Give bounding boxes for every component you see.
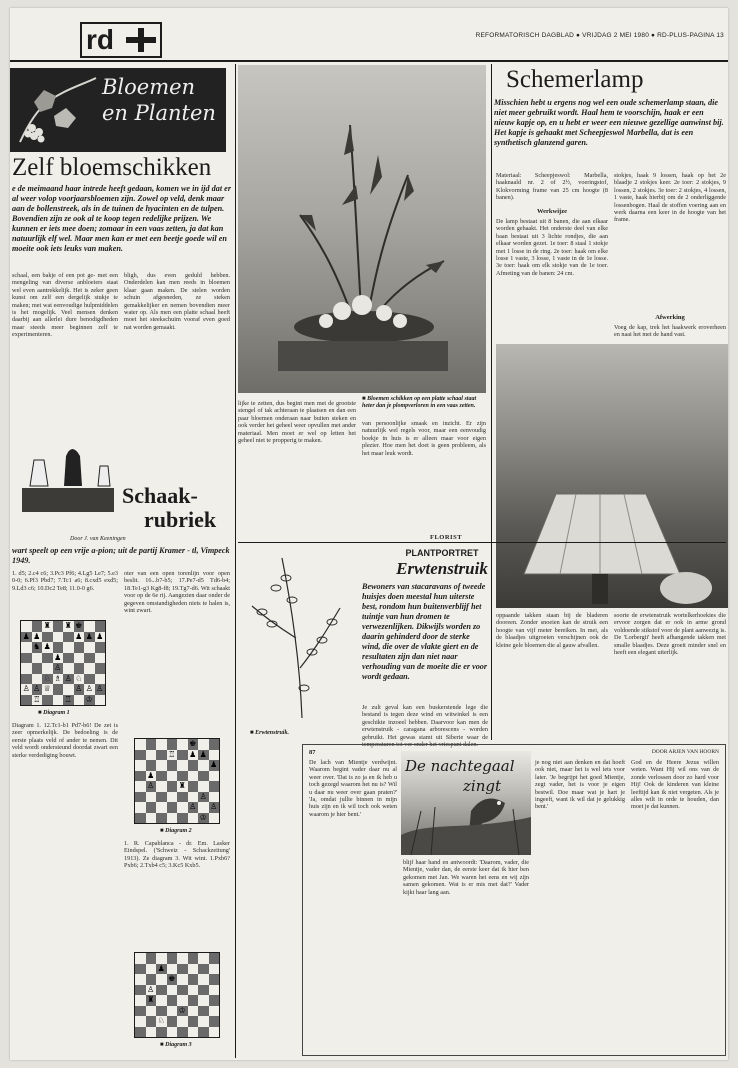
diagram-1-caption: ■ Diagram 1 — [38, 710, 70, 716]
serial-column-a: De lach van Mientje verdwijnt. Waarom begint vader daar nu al weer over. 'Dat is zo ja en ik heb u toch gezegd waarom het nu is? Wil u daar nu weer over gaan praten?' 'Ja, omdat jullie binnen in mijn huis zijn en ik wil toch ook weten waarom je hier bent.' — [309, 759, 397, 818]
caption-text: Bloemen schikken op een platte schaal staat heter dan je plompverloren in een vaas zetten. — [362, 396, 477, 409]
lamp-column-a: De lamp bestaat uit 8 banen, die aan elkaar worden gehaakt. Het onderste deel van elke baan bestaat uit 3 lichte rondjes, die aan elkaar worden gezet. 1e toer: 8 staal 1 stokje met 1 losse in de ring. 2e toer: haak om elke losse 1 vaste, 3 losse, 1 vaste in de 1e losse. 3e toer: haak om elk stokje van de 1e toer. Afmeting van de banen: 24 cm. — [496, 218, 608, 277]
chess-heading-b: rubriek — [144, 507, 217, 532]
chess-moves: 1. d5; 2.c4 c6; 3.Pc3 Pf6; 4.Lg5 Le7; 5.e3 0-0; 6.Pf3 Pbd7; 7.Tc1 a6; 8.cxd5 exd5; 9.Ld3 c6; 10.Dc2 Te8; 11.0-0 g6. — [12, 570, 118, 592]
lamp-photo — [496, 344, 728, 608]
plant-caption-text: Erwtenstruik. — [255, 730, 289, 736]
flowers-banner — [10, 68, 226, 152]
newspaper-page — [10, 8, 728, 1060]
nightingale-illustration — [401, 751, 531, 855]
chess-diagram-1: ♜ ♜ ♚ ♟ ♟ ♟ ♟ ♟ ♞ ♟ ♟ ♙ ♘ ♗ ♙ ♘ ♙ ♙ ♕ ♙ ♙ ♙ ♖ ♖ ♔ — [20, 620, 106, 706]
chess-diagram-3: ♟ ♚ ♙ ♜ ♔ ♘ — [134, 952, 220, 1038]
lamp-materials: Materiaal: Scheepjeswol: Marbella, haaknaald nr. 2 of 2½, voeringstof, Klokvorming frame van 25 cm hoogte (8 banen). — [496, 172, 608, 202]
diagram-2-caption: ■ Diagram 2 — [160, 828, 192, 834]
diagram-1-label: Diagram 1 — [43, 710, 70, 716]
logo-text: rd — [86, 24, 114, 55]
flower-arrangement-photo — [238, 65, 486, 393]
flowers-column-2: bligh, dus even geduld hebben. Onderdelen kan men reeds in bloemen klaar gaan maken. De stelen worden schuin afgesneden, ze steken gemakkelijker en nemen bovendien meer water op. Als men een platte schaal heeft moet het steekschuim vooraf even goed nat worden gemaakt. — [124, 272, 230, 331]
flowers-column-3: lijke te zetten, dus begint men met de grootste stengel of tak achteraan te plaatsen en dan een paar bloemen onderaan naar buiten steken en ook verder het geheel weer opvullen met ander materiaal. Men moet er wel op letten het geheel niet te propperig te maken. — [238, 400, 356, 445]
serial-column-b: blijf haar hand en antwoordt: 'Daarom, vader, die Mientje, vader dan, de eerste keer dat ik hier ben gekomen met Jan. We waren het eens en wij zijn samen gekomen. Wat is er mis met dat?' Vader kijkt haar lang aan. — [403, 859, 529, 896]
plant-caption: ■ Erwtenstruik. — [250, 730, 289, 736]
plant-column-c: soorte de erwtenstruik wortelkerhoekies die ervoor zorgen dat er ook in arme grond voldoende stikstof voor de plant aanwezig is. De 'Lorbergii' heeft afhangende takken met smalle blaadjes. Deze groeit minder snel en heeft een elegant uiterlijk. — [614, 612, 726, 657]
lamp-finish-text: Voeg de kap, trek het haakwerk eroverheen en naai het met de hand vast. — [614, 324, 726, 339]
plant-kicker: PLANTPORTRET — [405, 548, 479, 558]
grapevine-illustration — [14, 72, 100, 148]
chess-text-c: 1. R. Capablanca - dr. Em. Lasker Eindspel. ('Schweiz - Schackzeitung' 1913). Ze diagram 3. Wit wint. 1.Pxb6? Pxb6; 2.Txb4 c5; 3.Kc5 Kxb5. — [124, 840, 230, 870]
serial-number: 87 — [309, 749, 316, 756]
flowers-headline: Zelf bloemschikken — [12, 154, 212, 181]
diagram-3-label: Diagram 3 — [165, 1042, 192, 1048]
plant-headline: Erwtenstruik — [396, 559, 488, 578]
running-head: REFORMATORISCH DAGBLAD ● VRIJDAG 2 MEI 1980 ● RD-PLUS-PAGINA 13 — [475, 32, 724, 39]
flowers-photo-caption: ■ Bloemen schikken op een platte schaal staat heter dan je plompverloren in een vaas zetten. — [362, 396, 477, 409]
chess-heading-a: Schaak- — [122, 483, 198, 508]
section-rule — [238, 542, 726, 543]
lamp-finish-heading: Afwerking — [655, 314, 685, 321]
lamp-headline: Schemerlamp — [506, 66, 644, 93]
diagram-3-caption: ■ Diagram 3 — [160, 1042, 192, 1048]
plant-intro: Bewoners van stacaravans of tweede huisjes doen meestal hun uiterste best, rondom hun buitenverblijf het tuintje van hun dromen te verwezenlijken. Dikwijls worden zo daarin gehinderd door de sterke wind, die over de vlakte giert en de resultaten zijn dan niet naar verhouding van de moeite die er voor wordt gedaan. — [362, 582, 488, 681]
lamp-work-heading: Werkwijze — [537, 208, 567, 215]
chess-text-b: oter van een open torenlijn voor open beslit. 16...b7-b5; 17.Pe7-d5 Td6-b4; 18.Te1-g3 Kg8-f8; 19.Tg7-d6. Wit schaakt voor op de 6e rij. Aangezien daar onder de gegeven omstandigheden niets te halen is, wint zwart. — [124, 570, 230, 615]
diagram-2-label: Diagram 2 — [165, 828, 192, 834]
chess-byline: Door J. van Keeningen — [70, 536, 126, 542]
serial-byline: DOOR ARJEN VAN HOORN — [651, 749, 719, 755]
lamp-intro: Misschien hebt u ergens nog wel een oude schemerlamp staan, die niet meer gebruikt wordt. Haal hem te voorschijn, haak er een nieuw kapje op, en u hebt er weer een nieuwe gezellige aanwinst bij. Het kapje is gehaakt met Scheepjeswol Marbella, dat is een synthetisch glanzend garen. — [494, 98, 724, 147]
banner-title: Bloemen en Planten — [102, 75, 216, 125]
chess-lead: wart speelt op een vrije a-pion; uit de partij Kramer - tl, Vimpeck 1949. — [12, 546, 230, 565]
serial-column-d: God en de Heere Jezus willen weten. Want Hij wil ons van de zonde verlossen door zo hard voor Hij! Ook de kinderen van kleine leeftijd kan ik niet vergeten. Als je alles wilt in orde te houden, dan moet je dat kunnen. — [631, 759, 719, 811]
column-rule-2 — [491, 64, 492, 740]
flowers-intro: e de meimaand haar intrede heeft gedaan, komen we in ijd dat er al weer volop voorjaarsbloemen zijn. Zowel op veld, denk maar aan de bollenstreek, als in de tuinen de hyacinten en de tulpen. Bovendien zijn ze ook al te koop tegen redelijke prijzen. We kunnen er iets mee doen; zomaar in een vaas zetten, ja dat kan natuurlijk elf wel. Maar men kan er met een beetje goede wil en moeite ook iets leuks van maken. — [12, 184, 232, 253]
chess-pieces-illustration — [16, 436, 120, 516]
flower-arrangement-graphic — [238, 65, 486, 393]
plant-column-b: oppaande takken staan bij de bladeren dooreen. Zonder snoeien kan de struik een hoogte van vijf meter bereiken. In mei, als de blaadjes uitgroeien verschijnen ook de kleine gele bloemen die al gauw afvallen. — [496, 612, 608, 649]
rd-plus-logo — [80, 22, 162, 58]
chess-text-a: Diagram 1. 12.Tc1-b1 Pd7-b6! De zet is zeer opmerkelijk. De bedoeling is de eerste plaats veld of ander te nemen. Dit veld wordt ondersteund doordat zwart een sterke verdediging bouwt. — [12, 722, 118, 759]
serial-column-c: je nog niet aan denken en dat hoeft ook niet, maar het is wel iets voor later. 'Je begrijpt het goed Mientje, zegt vader, het is voor je eigen bestwil. Doe maar wat je hart je ingeeft, want ik wil dat je gelukkig bent.' — [535, 759, 625, 811]
serial-title-a: De nachtegaal — [405, 757, 515, 775]
header-rule — [10, 60, 728, 62]
lamp-graphic — [496, 344, 728, 608]
plant-column-a: Je zult geval kan een buskerstende lege die bestand is tegen deze wind en witwinkel is een geschikte inzoeel hebben. Daarvoor kan men de erwtenstruik - caragana arborescens - worden gebruikt. Het gewas stamt uit Siberie waar de temperaturen tot ver onder het vriespunt dalen. — [362, 704, 488, 749]
serial-story-box — [302, 744, 726, 1056]
pea-shrub-illustration — [242, 548, 352, 724]
column-rule-1 — [235, 64, 236, 1058]
plus-icon — [126, 28, 156, 52]
flowers-signature: FLORIST — [430, 534, 463, 541]
flowers-column-1: schaal, een bakje of een pot ge- met een mengeling van diverse anbloeiers staat wel even aantrekkelijk. Het is zeker geen kunst om zelf een dergelijk stukje te maken; met wat eenvoudige hulpmiddelen is het mogelijk. Veel mensen denken daarbij aan allerlei dure benodigdheden maar steeds meer beginnen zelf te experimenteren. — [12, 272, 118, 339]
flowers-column-4: van persoonlijke smaak en inzicht. Er zijn natuurlijk wel regels voor, maar een eenvoudig boekje in huis is er alleen maar voor eigen plezier. Hoe men het doet is geen probleem, als het maar leuk wordt. — [362, 420, 486, 457]
chess-diagram-2: ♚ ♖ ♟ ♟ ♟ ♟ ♙ ♜ ♙ ♙ ♙ ♔ — [134, 738, 220, 824]
lamp-column-b: stokjes, haak 9 lossen, haak op het 2e blaadje 2 stokjes keer. 2e toer: 2 stokjes, 9 lossen, 2 stokjes. 3e toer: 2 stokjes, 4 lossen, 1 vaste, haak hierbij om de 2 onderliggende lossenbogen. Haal de stoffen voering aan en werk daarna een keer in de hoogte van het frame. — [614, 172, 726, 224]
serial-title-b: zingt — [463, 777, 501, 795]
